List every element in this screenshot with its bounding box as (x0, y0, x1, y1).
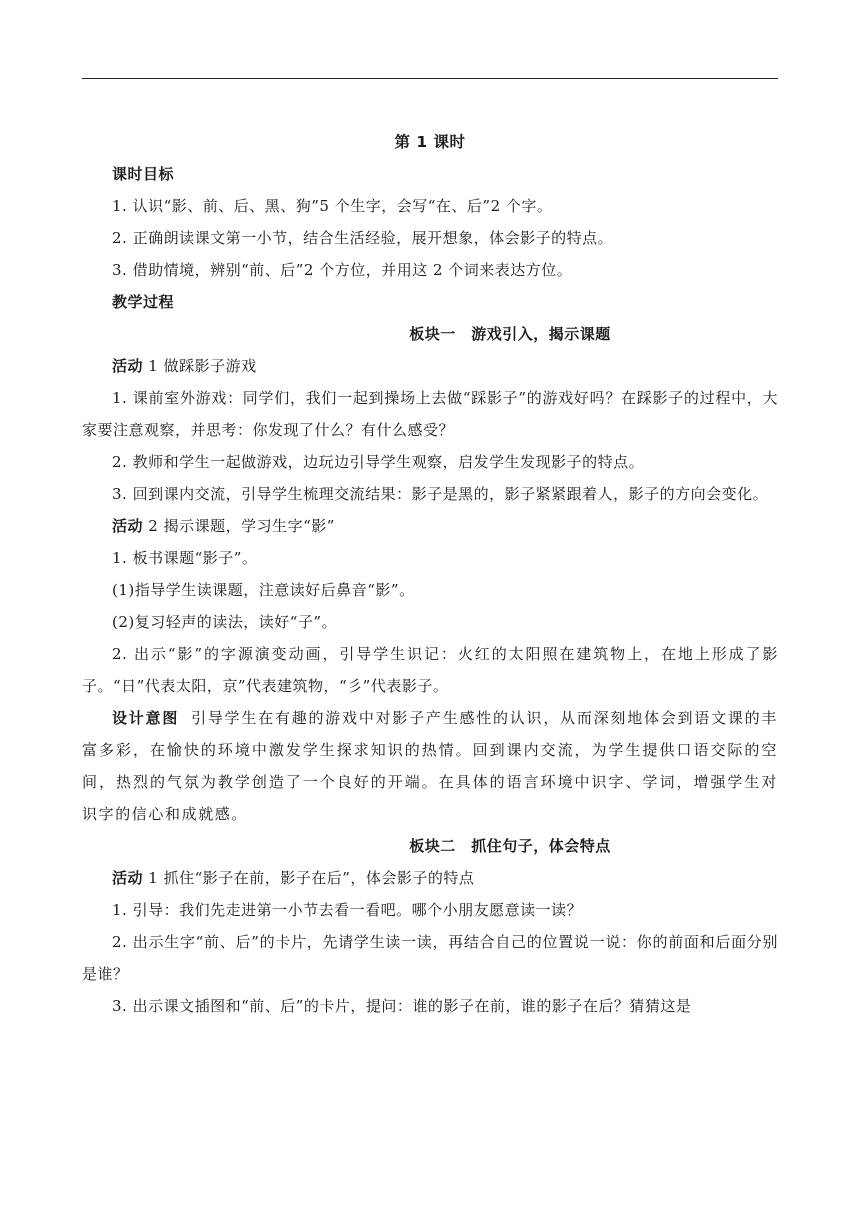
activity-item: 2. 出示生字“前、后”的卡片，先请学生读一读，再结合自己的位置说一说：你的前面和后面分别是谁？ (82, 933, 778, 983)
activity-item: 3. 出示课文插图和“前、后”的卡片，提问：谁的影子在前，谁的影子在后？猜猜这是 (112, 997, 692, 1015)
design-text: 引导学生在有趣的游戏中对影子产生感性的认识，从而深刻地体会到语文课的丰富多彩，在愉快的环境中激发学生探求知识的热情。回到课内交流，为学生提供口语交际的空间，热烈的气氛为教学创造了一个良好的开端。在具体的语言环境中识字、学词，增强学生对识字的信心和成就感。 (82, 709, 778, 823)
activity-subitem: (1)指导学生读课题，注意读好后鼻音“影”。 (112, 581, 415, 599)
design-intent (82, 702, 778, 830)
activity-label: 活动 (112, 357, 144, 375)
goal-item: 3. 借助情境，辨别“前、后”2 个方位，并用这 2 个词来表达方位。 (112, 261, 573, 279)
activity-label: 活动 (112, 869, 144, 887)
activity-rest: 1 抓住“影子在前，影子在后”，体会影子的特点 (143, 869, 475, 887)
activity-label: 活动 (112, 517, 144, 535)
activity-item: 1. 课前室外游戏：同学们，我们一起到操场上去做“踩影子”的游戏好吗？在踩影子的过程中，大家要注意观察，并思考：你发现了什么？有什么感受？ (82, 389, 778, 439)
header-rule (82, 78, 778, 79)
activity-rest: 1 做踩影子游戏 (143, 357, 257, 375)
activity-rest: 2 揭示课题，学习生字“影” (143, 517, 335, 535)
activity-heading (82, 510, 778, 542)
goal-item: 2. 正确朗读课文第一小节，结合生活经验，展开想象，体会影子的特点。 (112, 229, 614, 247)
activity-item: 1. 引导：我们先走进第一小节去看一看吧。哪个小朋友愿意读一读？ (112, 901, 583, 919)
block2-title: 板块二 抓住句子，体会特点 (409, 837, 611, 855)
activity-heading (82, 350, 778, 382)
activity-item: 2. 出示“影”的字源演变动画，引导学生识记：火红的太阳照在建筑物上，在地上形成了影子。“日”代表太阳，京”代表建筑物，“彡”代表影子。 (82, 645, 778, 695)
process-heading: 教学过程 (112, 293, 175, 311)
activity-item: 2. 教师和学生一起做游戏，边玩边引导学生观察，启发学生发现影子的特点。 (112, 453, 645, 471)
activity-item: 1. 板书课题“影子”。 (112, 549, 258, 567)
lesson-title: 第 1 课时 (394, 133, 466, 151)
design-label: 设计意图 (112, 709, 180, 727)
block1-title: 板块一 游戏引入，揭示课题 (409, 325, 611, 343)
activity-heading (82, 862, 778, 894)
activity-subitem: (2)复习轻声的读法，读好“子”。 (112, 613, 338, 631)
goals-heading: 课时目标 (112, 165, 175, 183)
activity-item: 3. 回到课内交流，引导学生梳理交流结果：影子是黑的，影子紧紧跟着人，影子的方向会变化。 (112, 485, 769, 503)
goal-item: 1. 认识“影、前、后、黑、狗”5 个生字，会写“在、后”2 个字。 (112, 197, 553, 215)
document-body (82, 128, 778, 1022)
